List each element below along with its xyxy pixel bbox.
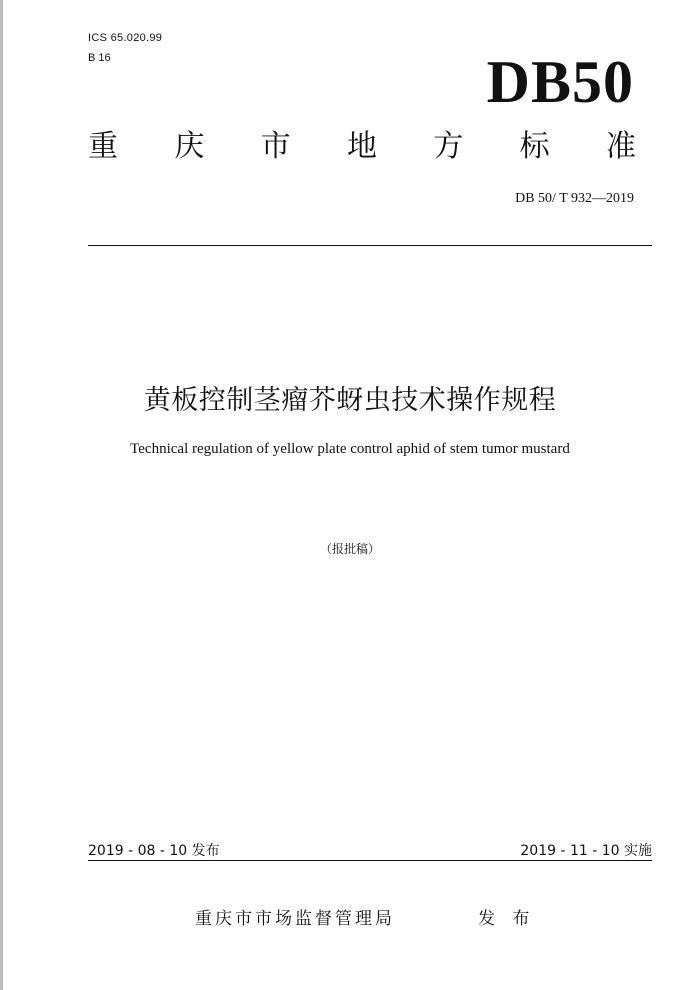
ics-code: ICS 65.020.99 bbox=[88, 32, 163, 44]
standard-type-char: 准 bbox=[605, 129, 636, 164]
standard-type-heading bbox=[88, 129, 636, 164]
standard-type-char: 标 bbox=[519, 129, 550, 164]
page-edge bbox=[0, 0, 3, 990]
standard-type-char: 地 bbox=[346, 129, 377, 164]
classification-code: B 16 bbox=[88, 52, 111, 64]
draft-status: （报批稿） bbox=[319, 542, 380, 556]
standard-type-char: 方 bbox=[433, 129, 464, 164]
standard-logo: DB50 bbox=[486, 49, 634, 115]
footer-divider bbox=[88, 860, 652, 861]
standard-type-char: 庆 bbox=[174, 129, 205, 164]
standard-number: DB 50/ T 932—2019 bbox=[515, 191, 634, 206]
issue-date: 2019 - 08 - 10 发布 bbox=[88, 843, 220, 859]
header-divider bbox=[88, 245, 652, 246]
issue-label: 发 布 bbox=[478, 909, 536, 929]
standard-type-char: 市 bbox=[260, 129, 291, 164]
document-title-chinese: 黄板控制茎瘤芥蚜虫技术操作规程 bbox=[143, 385, 557, 416]
standard-type-char: 重 bbox=[88, 129, 118, 164]
implementation-date: 2019 - 11 - 10 实施 bbox=[520, 843, 652, 859]
issuing-authority: 重庆市市场监督管理局 bbox=[195, 909, 395, 929]
document-title-english: Technical regulation of yellow plate control aphid of stem tumor mustard bbox=[130, 441, 570, 457]
